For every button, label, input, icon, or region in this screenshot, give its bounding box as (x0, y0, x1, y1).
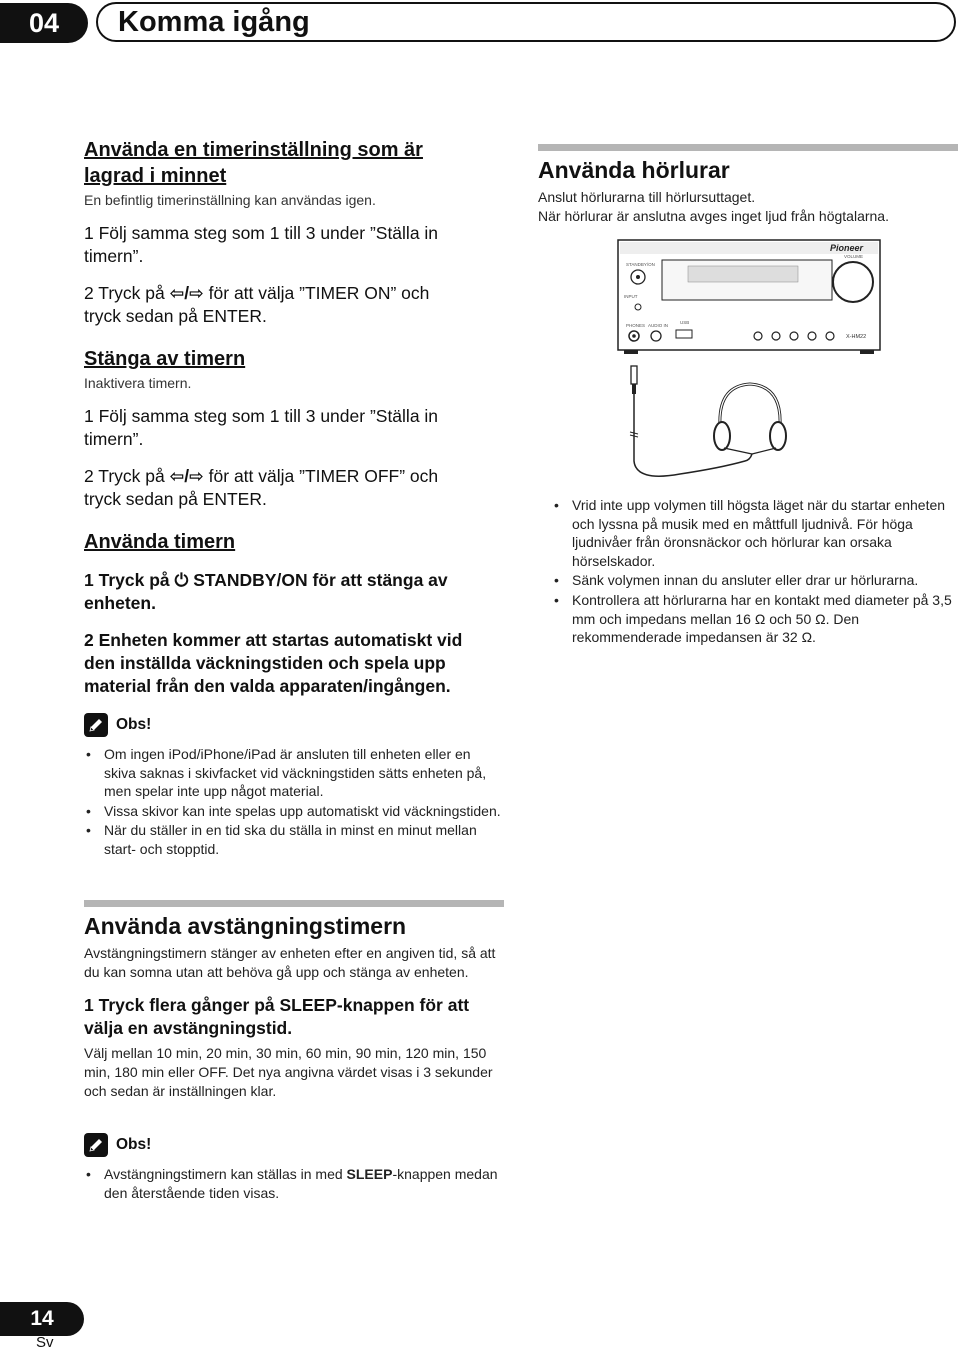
note-box-1 (84, 713, 504, 860)
note2-item-pre: Avstängningstimern kan ställas in med (104, 1166, 347, 1182)
headphones-lead1: Anslut hörlurarna till hörlursuttaget. (538, 189, 756, 205)
timer-off-step2-line2: tryck sedan på ENTER. (84, 489, 267, 509)
use-timer-step2-line1: 2 Enheten kommer att startas automatiskt vid (84, 630, 463, 650)
note1-list (84, 745, 504, 859)
sleep-desc: Välj mellan 10 min, 20 min, 30 min, 60 min, 90 min, 120 min, 150 min, 180 min eller OFF. Det nya angivna värdet visas i 3 sekunder och sedan är inställningen klar. (84, 1045, 493, 1099)
pencil-note-icon (84, 1133, 108, 1157)
input-label: INPUT (624, 294, 638, 299)
heading-timer-saved-line1: Använda en timerinställning som är (84, 139, 423, 161)
left-right-arrow-icon: ⇦/⇨ (169, 466, 204, 486)
list-item: • Sänk volymen innan du ansluter eller drar ur hörlurarna. (552, 571, 960, 590)
volume-label: VOLUME (844, 254, 864, 259)
audio-in-label: AUDIO IN (648, 323, 669, 328)
list-item (84, 1165, 504, 1202)
section-sleep-timer (84, 913, 504, 1101)
brand-logo: Pioneer (830, 243, 864, 253)
timer-saved-step1-line2: timern”. (84, 246, 144, 266)
headphone-plug-icon (630, 366, 752, 476)
model-label: X-HM22 (846, 334, 867, 340)
list-item: • När du ställer in en tid ska du ställa in minst en minut mellan start- och stopptid. (84, 821, 504, 858)
note-label: Obs! (116, 1136, 152, 1153)
power-icon: ⏻ (174, 570, 189, 590)
timer-off-lead: Inaktivera timern. (84, 375, 192, 391)
use-timer-step1-post: STANDBY/ON för att stänga av (188, 570, 448, 590)
list-item: • Om ingen iPod/iPhone/iPad är ansluten till enheten eller en skiva saknas i skivfacket vid väckningstiden sätts enheten på, men spelar inte upp något material. (84, 745, 504, 801)
list-item: • Vissa skivor kan inte spelas upp automatiskt vid väckningstiden. (84, 802, 504, 821)
heading-use-timer: Använda timern (84, 531, 236, 553)
heading-timer-off: Stänga av timern (84, 348, 246, 370)
list-item: • Kontrollera att hörlurarna har en kontakt med diameter på 3,5 mm och impedans mellan 16 Ω och 50 Ω. Den rekommenderade impedansen är 32 Ω. (552, 591, 960, 647)
device-headphones-illustration (600, 236, 890, 486)
timer-off-step2 (84, 465, 504, 488)
timer-saved-step2-pre: 2 Tryck på (84, 283, 170, 303)
use-timer-step2-line3: material från den valda apparaten/ingången. (84, 676, 451, 696)
timer-saved-step2-line2: tryck sedan på ENTER. (84, 306, 267, 326)
headphones-warnings (552, 496, 960, 648)
use-timer-step2-line2: den inställda väckningstiden och spela upp (84, 653, 446, 673)
chapter-title: Komma igång (118, 6, 310, 38)
timer-off-step2-pre: 2 Tryck på (84, 466, 170, 486)
list-item: • Vrid inte upp volymen till högsta läget när du startar enheten och lyssna på musik med en måttfull ljudnivå. För höga ljudnivåer från öronsnäckor och hörlurar kan orsaka hörselskador. (552, 496, 960, 570)
section-divider-bar (538, 144, 958, 151)
standby-label: STANDBY/ON (626, 262, 655, 267)
chapter-title-frame (96, 2, 956, 42)
chapter-number-tab: 04 (0, 3, 88, 43)
timer-saved-lead: En befintlig timerinställning kan användas igen. (84, 192, 376, 208)
timer-off-step2-post: för att välja ”TIMER OFF” och (203, 466, 439, 486)
sleep-step1-line2: välja en avstängningstid. (84, 1018, 293, 1038)
usb-label: USB (680, 320, 690, 325)
use-timer-step1-line2: enheten. (84, 593, 156, 613)
prev-button-icon (754, 332, 762, 340)
section-timer-off (84, 346, 504, 511)
page-number-tab: 14 (0, 1302, 84, 1336)
note-header (84, 713, 504, 737)
left-right-arrow-icon: ⇦/⇨ (169, 283, 204, 303)
note2-item-bold: SLEEP (346, 1166, 393, 1182)
section-use-timer (84, 529, 504, 698)
note2-item-post: -knappen medan den återstående tiden visas. (104, 1166, 498, 1201)
note2-list (84, 1165, 504, 1202)
language-code: Sv (36, 1334, 54, 1351)
timer-off-step1-line2: timern”. (84, 429, 144, 449)
timer-off-step1-line1: 1 Följ samma steg som 1 till 3 under ”Ställa in (84, 406, 439, 426)
note-header (84, 1133, 504, 1157)
use-timer-step1-pre: 1 Tryck på (84, 570, 175, 590)
pencil-note-icon (84, 713, 108, 737)
heading-headphones: Använda hörlurar (538, 157, 730, 183)
note-box-2 (84, 1133, 504, 1203)
headphones-icon (714, 384, 786, 454)
headphones-lead2: När hörlurar är anslutna avges inget ljud från högtalarna. (538, 208, 889, 224)
section-headphones (538, 157, 958, 226)
timer-saved-step2-post: för att välja ”TIMER ON” och (203, 283, 430, 303)
eject-button-icon (826, 332, 834, 340)
section-divider-bar (84, 900, 504, 907)
timer-saved-step2 (84, 282, 504, 305)
sleep-lead: Avstängningstimern stänger av enheten efter en angiven tid, så att du kan somna utan att behöva gå upp och stänga av enheten. (84, 945, 496, 980)
stop-button-icon (790, 332, 798, 340)
volume-knob-icon (833, 262, 873, 302)
play-pause-button-icon (808, 332, 816, 340)
headphones-list (552, 496, 960, 647)
next-button-icon (772, 332, 780, 340)
sleep-step1-line1: 1 Tryck flera gånger på SLEEP-knappen för att (84, 995, 470, 1015)
section-timer-saved (84, 137, 504, 328)
heading-sleep-timer: Använda avstängningstimern (84, 913, 407, 939)
phones-label: PHONES (626, 323, 646, 328)
timer-saved-step1-line1: 1 Följ samma steg som 1 till 3 under ”Ställa in (84, 223, 439, 243)
usb-port-icon (676, 330, 692, 338)
use-timer-step1 (84, 569, 504, 592)
heading-timer-saved-line2: lagrad i minnet (84, 165, 227, 187)
note-label: Obs! (116, 716, 152, 733)
